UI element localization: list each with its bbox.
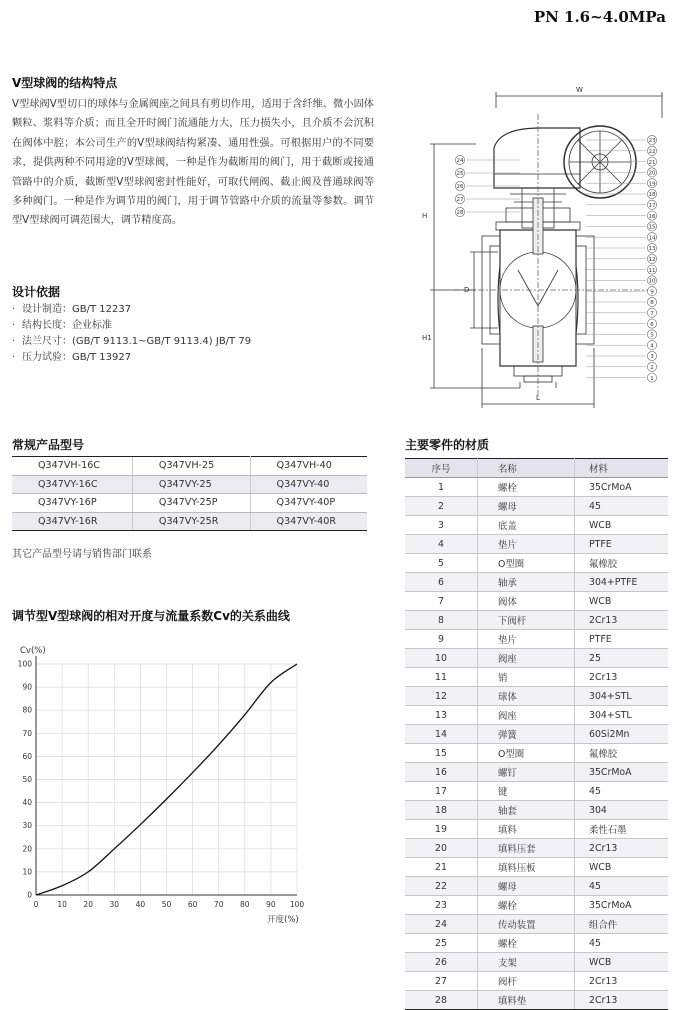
part-name: 螺钉	[478, 763, 575, 782]
callout-number: 27	[456, 197, 464, 204]
y-tick-label: 80	[22, 705, 32, 715]
part-name: 填料压套	[478, 839, 575, 858]
part-no: 27	[405, 972, 478, 991]
part-name: 螺母	[478, 497, 575, 516]
model-cell: Q347VY-40P	[250, 494, 367, 513]
part-name: 填料垫	[478, 991, 575, 1010]
part-material: 2Cr13	[575, 668, 669, 687]
parts-row	[405, 915, 668, 934]
x-tick-label: 40	[135, 900, 146, 909]
design-item: · 压力试验：GB/T 13927	[12, 352, 132, 363]
y-tick-label: 20	[22, 844, 32, 854]
part-no: 17	[405, 782, 478, 801]
parts-row	[405, 801, 668, 820]
callout-number: 15	[648, 224, 656, 231]
part-no: 12	[405, 687, 478, 706]
x-tick-label: 90	[266, 900, 276, 909]
dim-h: H	[422, 212, 428, 220]
parts-row	[405, 535, 668, 554]
part-name: 螺栓	[478, 896, 575, 915]
features-title: V型球阀的结构特点	[12, 76, 118, 90]
models-row	[12, 512, 367, 531]
part-no: 22	[405, 877, 478, 896]
design-item: · 设计制造：GB/T 12237	[12, 304, 132, 315]
part-name: 弹簧	[478, 725, 575, 744]
parts-row	[405, 611, 668, 630]
part-material: 35CrMoA	[575, 763, 669, 782]
part-no: 4	[405, 535, 478, 554]
part-no: 3	[405, 516, 478, 535]
y-tick-label: 100	[17, 659, 32, 669]
part-no: 15	[405, 744, 478, 763]
parts-row	[405, 478, 668, 497]
model-cell: Q347VY-25R	[132, 512, 250, 531]
part-no: 19	[405, 820, 478, 839]
parts-row	[405, 896, 668, 915]
part-material: 柔性石墨	[575, 820, 669, 839]
part-no: 26	[405, 953, 478, 972]
part-no: 10	[405, 649, 478, 668]
part-no: 9	[405, 630, 478, 649]
part-name: 垫片	[478, 535, 575, 554]
part-no: 7	[405, 592, 478, 611]
parts-row	[405, 573, 668, 592]
callout-number: 12	[648, 257, 656, 263]
model-cell: Q347VY-25P	[132, 494, 250, 513]
part-name: O型圈	[478, 744, 575, 763]
part-name: 阀杆	[478, 972, 575, 991]
part-no: 25	[405, 934, 478, 953]
model-cell: Q347VY-16R	[12, 512, 132, 531]
part-material: 25	[575, 649, 669, 668]
y-tick-label: 70	[22, 728, 32, 738]
callout-number: 26	[456, 184, 464, 191]
callout-number: 8	[650, 300, 654, 307]
part-no: 13	[405, 706, 478, 725]
model-cell: Q347VY-16P	[12, 494, 132, 513]
part-name: 支架	[478, 953, 575, 972]
part-material: 60Si2Mn	[575, 725, 669, 744]
models-note: 其它产品型号请与销售部门联系	[12, 549, 152, 560]
parts-row	[405, 649, 668, 668]
part-name: 轴承	[478, 573, 575, 592]
design-title: 设计依据	[12, 285, 61, 299]
part-name: 底盖	[478, 516, 575, 535]
model-cell: Q347VY-40	[250, 475, 367, 494]
parts-row	[405, 497, 668, 516]
part-material: 35CrMoA	[575, 896, 669, 915]
part-material: 35CrMoA	[575, 478, 669, 497]
callout-number: 9	[650, 289, 654, 296]
part-material: 45	[575, 934, 669, 953]
part-material: 304+PTFE	[575, 573, 669, 592]
part-name: 键	[478, 782, 575, 801]
model-cell: Q347VY-25	[132, 475, 250, 494]
part-material: 2Cr13	[575, 991, 669, 1010]
part-no: 14	[405, 725, 478, 744]
part-material: 45	[575, 782, 669, 801]
part-no: 1	[405, 478, 478, 497]
curve-title: 调节型V型球阀的相对开度与流量系数Cv的关系曲线	[12, 609, 290, 623]
callout-number: 18	[648, 192, 656, 199]
y-tick-label: 0	[27, 890, 32, 900]
models-row	[12, 457, 367, 476]
callout-number: 5	[650, 332, 654, 339]
part-material: WCB	[575, 953, 669, 972]
part-material: PTFE	[575, 535, 669, 554]
part-no: 5	[405, 554, 478, 573]
parts-row	[405, 972, 668, 991]
parts-row	[405, 668, 668, 687]
parts-title: 主要零件的材质	[405, 438, 490, 452]
callout-number: 20	[648, 170, 656, 177]
y-axis-label: Cv(%)	[20, 646, 46, 656]
parts-row	[405, 953, 668, 972]
callout-number: 17	[648, 203, 656, 209]
part-material: 45	[575, 497, 669, 516]
dim-l: L	[536, 394, 540, 402]
part-no: 24	[405, 915, 478, 934]
part-name: 传动装置	[478, 915, 575, 934]
x-tick-label: 100	[289, 900, 305, 909]
part-material: PTFE	[575, 630, 669, 649]
parts-row	[405, 630, 668, 649]
part-material: 氟橡胶	[575, 744, 669, 763]
callout-number: 21	[648, 159, 656, 166]
parts-table	[405, 458, 668, 1010]
callout-number: 19	[648, 181, 656, 188]
part-name: 阀座	[478, 649, 575, 668]
part-no: 16	[405, 763, 478, 782]
part-name: 填料	[478, 820, 575, 839]
callout-number: 13	[648, 246, 656, 253]
x-axis-label: 开度(%)	[267, 915, 299, 925]
part-no: 20	[405, 839, 478, 858]
design-item: · 结构长度：企业标准	[12, 320, 112, 331]
part-no: 23	[405, 896, 478, 915]
parts-row	[405, 820, 668, 839]
part-name: 下阀杆	[478, 611, 575, 630]
part-name: 螺栓	[478, 934, 575, 953]
y-tick-label: 60	[22, 751, 32, 761]
callout-number: 24	[456, 158, 464, 165]
part-material: 2Cr13	[575, 839, 669, 858]
part-material: 45	[575, 877, 669, 896]
x-tick-label: 60	[187, 900, 198, 909]
models-table	[12, 456, 367, 531]
parts-header-no: 序号	[405, 459, 478, 478]
part-material: 304	[575, 801, 669, 820]
callout-number: 3	[650, 354, 654, 361]
parts-row	[405, 782, 668, 801]
callout-number: 14	[648, 235, 656, 242]
part-name: 轴套	[478, 801, 575, 820]
part-no: 28	[405, 991, 478, 1010]
part-material: WCB	[575, 858, 669, 877]
callout-number: 11	[648, 267, 656, 274]
part-name: O型圈	[478, 554, 575, 573]
x-tick-label: 50	[161, 900, 172, 909]
parts-row	[405, 839, 668, 858]
part-name: 填料压板	[478, 858, 575, 877]
y-tick-label: 30	[22, 821, 32, 831]
dim-h1: H1	[422, 334, 432, 342]
x-tick-label: 70	[213, 900, 224, 909]
x-tick-label: 10	[57, 900, 67, 909]
model-cell: Q347VH-16C	[12, 457, 132, 476]
part-name: 螺母	[478, 877, 575, 896]
parts-row	[405, 687, 668, 706]
parts-row	[405, 858, 668, 877]
parts-row	[405, 934, 668, 953]
callout-number: 22	[648, 149, 656, 155]
part-name: 阀座	[478, 706, 575, 725]
part-no: 2	[405, 497, 478, 516]
model-cell: Q347VY-16C	[12, 475, 132, 494]
parts-header-name: 名称	[478, 459, 575, 478]
pressure-rating: PN 1.6~4.0MPa	[533, 8, 666, 26]
model-cell: Q347VH-25	[132, 457, 250, 476]
x-tick-label: 20	[83, 900, 93, 909]
parts-header-material: 材料	[575, 459, 669, 478]
parts-row	[405, 725, 668, 744]
callout-number: 23	[648, 138, 656, 145]
model-cell: Q347VH-40	[250, 457, 367, 476]
part-name: 销	[478, 668, 575, 687]
parts-row	[405, 592, 668, 611]
callout-number: 7	[650, 311, 654, 317]
models-title: 常规产品型号	[12, 438, 85, 452]
features-text: V型球阀V型切口的球体与金属阀座之间具有剪切作用，适用于含纤维、微小固体颗粒、浆料等介质；而且全开时阀门流通能力大，压力损失小，且介质不会沉积在阀体中腔；本公司生产的V型球阀结构紧凑、通用性强。可根据用户的不同要求，提供两种不同用途的V型球阀，一种是作为截断用的阀门，用于截断或接通管路中的介质，截断型V型球阀密封性能好，可取代闸阀、截止阀及普通球阀等多种阀门。一种是作为调节用的阀门，用于调节管路中介质的流量等参数。调节型V型球阀可调范围大，调节精度高。	[12, 99, 374, 227]
parts-row	[405, 991, 668, 1010]
callout-number: 2	[650, 365, 654, 371]
parts-row	[405, 554, 668, 573]
callout-number: 25	[456, 171, 464, 178]
models-row	[12, 475, 367, 494]
x-tick-label: 0	[33, 900, 39, 909]
y-tick-label: 40	[22, 798, 32, 808]
callout-number: 10	[648, 278, 656, 285]
part-material: 组合件	[575, 915, 669, 934]
part-no: 18	[405, 801, 478, 820]
part-name: 垫片	[478, 630, 575, 649]
y-tick-label: 10	[22, 867, 32, 877]
parts-row	[405, 744, 668, 763]
part-name: 螺栓	[478, 478, 575, 497]
part-no: 11	[405, 668, 478, 687]
callout-number: 16	[648, 213, 656, 220]
part-no: 21	[405, 858, 478, 877]
part-material: 2Cr13	[575, 611, 669, 630]
dim-w: W	[576, 86, 583, 94]
y-tick-label: 90	[22, 682, 32, 692]
y-tick-label: 50	[22, 775, 32, 784]
part-name: 阀体	[478, 592, 575, 611]
design-item: · 法兰尺寸：(GB/T 9113.1~GB/T 9113.4) JB/T 79	[12, 336, 252, 347]
cv-chart	[10, 640, 340, 925]
part-material: 304+STL	[575, 706, 669, 725]
x-tick-label: 30	[109, 900, 120, 909]
callout-number: 28	[456, 210, 464, 217]
part-material: 氟橡胶	[575, 554, 669, 573]
design-list	[12, 302, 251, 366]
parts-row	[405, 763, 668, 782]
callout-number: 6	[650, 321, 654, 328]
callout-number: 1	[650, 375, 654, 382]
callout-number: 4	[650, 343, 654, 350]
parts-row	[405, 877, 668, 896]
part-material: WCB	[575, 592, 669, 611]
part-no: 8	[405, 611, 478, 630]
x-tick-label: 80	[240, 900, 250, 909]
parts-row	[405, 706, 668, 725]
models-row	[12, 494, 367, 513]
dim-d: D	[464, 286, 470, 294]
part-name: 球体	[478, 687, 575, 706]
valve-drawing	[410, 78, 672, 418]
model-cell: Q347VY-40R	[250, 512, 367, 531]
part-no: 6	[405, 573, 478, 592]
part-material: 2Cr13	[575, 972, 669, 991]
parts-row	[405, 516, 668, 535]
part-material: WCB	[575, 516, 669, 535]
part-material: 304+STL	[575, 687, 669, 706]
